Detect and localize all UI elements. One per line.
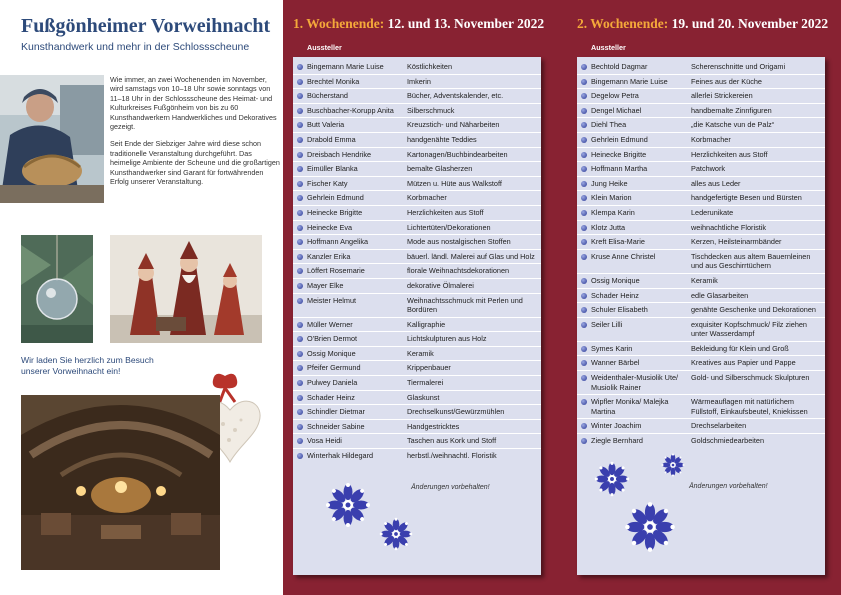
bullet-icon [297,181,303,187]
exhibitor-row [293,278,541,293]
intro-paragraph-2: Seit Ende der Siebziger Jahre wird diese schon traditionelle Veranstaltung durchgeführt. Das heimelige Ambiente der Scheune und die großartigen Kunsthandwerker sind Garant für fortwährenden Erfolg unserer Veranstaltung. [110,139,280,187]
bullet-icon [297,336,303,342]
exhibitor-description: herbstl./weihnachtl. Floristik [407,451,497,461]
exhibitor-description: Glaskunst [407,392,440,402]
exhibitor-description: Patchwork [691,164,726,174]
exhibitor-description: Kreuzstich- und Näharbeiten [407,120,500,130]
exhibitor-name: Gehrlein Edmund [307,193,364,203]
exhibitor-row [293,132,541,147]
invitation-line-2: unserer Vorweihnacht ein! [21,366,121,376]
exhibitor-description: Köstlichkeiten [407,62,453,71]
bullet-icon [297,322,303,328]
exhibitor-name: Brechtel Monika [307,76,360,86]
weekend1-header: Aussteller [307,43,342,52]
exhibitor-description: Drechselkunst/Gewürzmühlen [407,407,505,417]
bullet-icon [297,409,303,415]
bullet-icon [581,210,587,216]
exhibitor-row [577,88,825,103]
exhibitor-name: Ossig Monique [591,275,640,285]
photo-ornament [21,235,93,343]
exhibitor-description: Korbmacher [407,193,447,203]
exhibitor-description: bemalte Glasherzen [407,164,473,174]
bullet-icon [581,181,587,187]
bullet-icon [297,210,303,216]
bullet-icon [297,239,303,245]
bullet-icon [297,395,303,401]
weekend1-dates: 12. und 13. November 2022 [387,16,545,31]
exhibitor-name: Degelow Petra [591,91,639,101]
bullet-icon [297,438,303,444]
exhibitor-description: florale Weihnachtsdekorationen [407,266,510,276]
exhibitor-name: Kruse Anne Christel [591,251,656,261]
exhibitor-name: Jung Heike [591,178,628,188]
exhibitor-name: Heinecke Eva [307,222,353,232]
exhibitor-row [293,88,541,103]
invitation-text [21,355,154,377]
exhibitor-row [293,433,541,448]
bullet-icon [297,152,303,158]
exhibitor-name: Fischer Katy [307,178,348,188]
bullet-icon [581,195,587,201]
exhibitor-description: Weihnachtsschmuck mit Perlen und Bordüren [407,295,523,315]
exhibitor-description: Silberschmuck [407,105,455,115]
exhibitor-row [293,190,541,205]
exhibitor-name: Heinecke Brigitte [591,149,647,159]
exhibitor-name: Dengel Michael [591,105,642,115]
exhibitor-description: Kartonagen/Buchbindearbeiten [407,149,508,159]
bullet-icon [297,93,303,99]
bullet-icon [581,239,587,245]
exhibitor-description: Lichtertüten/Dekorationen [407,222,491,232]
weekend2-exhibitor-card [577,57,825,575]
exhibitor-description: Gold- und Silberschmuck Skulpturen [691,373,810,383]
exhibitor-description: Lichtskulpturen aus Holz [407,334,487,344]
bullet-icon [581,64,587,70]
page-title: Fußgönheimer Vorweihnacht [21,15,271,37]
exhibitor-description: alles aus Leder [691,178,741,188]
exhibitor-name: Müller Werner [307,319,353,329]
exhibitor-name: Gehrlein Edmund [591,134,648,144]
bullet-icon [297,453,303,459]
exhibitor-description: Drechselarbeiten [691,421,747,431]
bullet-icon [581,293,587,299]
exhibitor-description: handgenähte Teddies [407,134,477,144]
exhibitor-name: Pfeifer Germund [307,363,361,373]
exhibitor-row [293,375,541,390]
exhibitor-row [293,147,541,162]
bullet-icon [581,307,587,313]
exhibitor-row [293,205,541,220]
weekend1-exhibitor-list [293,60,541,463]
exhibitor-name: Pulwey Daniela [307,378,358,388]
exhibitor-description: handbemalte Zinnfiguren [691,105,772,115]
weekend2-exhibitor-list [577,60,825,448]
exhibitor-name: Meister Helmut [307,295,357,305]
exhibitor-description: Herzlichkeiten aus Stoff [407,207,484,217]
bullet-icon [581,152,587,158]
exhibitor-row [577,370,825,394]
bullet-icon [581,108,587,114]
bullet-icon [581,254,587,260]
exhibitor-description: edle Glasarbeiten [691,290,749,300]
exhibitor-name: Dreisbach Hendrike [307,149,372,159]
exhibitor-description: Keramik [691,275,718,285]
exhibitor-name: Heinecke Brigitte [307,207,363,217]
exhibitor-row [293,263,541,278]
bullet-icon [581,438,587,444]
bullet-icon [581,423,587,429]
exhibitor-row [577,302,825,317]
exhibitor-description: Kalligraphie [407,319,446,329]
exhibitor-name: Wipfler Monika/ Malejka Martina [591,397,669,416]
exhibitor-row [577,190,825,205]
bullet-icon [581,122,587,128]
bullet-icon [581,79,587,85]
exhibitor-row [577,234,825,249]
exhibitor-name: Butt Valeria [307,120,345,130]
snowflake-icon [624,501,676,553]
exhibitor-name: Hoffmann Angelika [307,237,369,247]
exhibitor-row [577,103,825,118]
exhibitor-row [577,132,825,147]
exhibitor-row [577,249,825,273]
exhibitor-name: Winterhak Hildegard [307,451,374,461]
exhibitor-description: exquisiter Kopfschmuck/ Filz ziehen unter Wasserdampf [691,319,807,339]
exhibitor-name: Ossig Monique [307,348,356,358]
bullet-icon [297,351,303,357]
exhibitor-name: Mayer Elke [307,280,344,290]
exhibitor-name: Kanzler Erika [307,251,351,261]
exhibitor-name: O'Brien Dermot [307,334,358,344]
exhibitor-row [577,341,825,356]
exhibitor-row [293,317,541,332]
bullet-icon [297,380,303,386]
bullet-icon [581,278,587,284]
bullet-icon [297,64,303,70]
exhibitor-description: Taschen aus Kork und Stoff [407,436,497,446]
exhibitor-name: Klempa Karin [591,207,635,217]
exhibitor-description: weihnachtliche Floristik [691,222,767,232]
bullet-icon [297,166,303,172]
exhibitor-row [293,74,541,89]
exhibitor-name: Löffert Rosemarie [307,266,365,276]
exhibitor-row [293,234,541,249]
exhibitor-description: handgefertigte Besen und Bürsten [691,193,802,203]
exhibitor-row [293,117,541,132]
exhibitor-description: genähte Geschenke und Dekorationen [691,305,816,315]
bullet-icon [297,268,303,274]
bullet-icon [297,365,303,371]
exhibitor-row [293,293,541,317]
exhibitor-description: Tiermalerei [407,378,444,388]
exhibitor-row [293,331,541,346]
exhibitor-name: Ziegle Bernhard [591,436,643,446]
exhibitor-description: Goldschmiedearbeiten [691,436,765,446]
snowflake-icon [379,517,413,551]
exhibitor-description: Korbmacher [691,134,731,144]
exhibitor-name: Symes Karin [591,343,633,353]
exhibitor-row [577,288,825,303]
exhibitor-description: Krippenbauer [407,363,451,373]
bullet-icon [297,283,303,289]
exhibitor-row [293,448,541,463]
snowflake-icon [594,461,630,497]
exhibitor-name: Schindler Dietmar [307,407,365,417]
weekend2-header: Aussteller [591,43,626,52]
bullet-icon [297,108,303,114]
bullet-icon [581,137,587,143]
exhibitor-description: „die Katsche vun de Palz“ [691,120,775,130]
exhibitor-row [577,355,825,370]
weekend1-title [293,16,544,32]
exhibitor-name: Schneider Sabine [307,421,365,431]
exhibitor-description: Keramik [407,348,434,358]
page-subtitle: Kunsthandwerk und mehr in der Schlossscheune [21,41,250,53]
exhibitor-description: Feines aus der Küche [691,76,762,86]
exhibitor-row [577,147,825,162]
exhibitor-row [577,74,825,89]
weekend1-label: 1. Wochenende: [293,16,385,31]
exhibitor-row [293,60,541,74]
exhibitor-description: Mützen u. Hüte aus Walkstoff [407,178,502,188]
exhibitor-row [577,273,825,288]
bullet-icon [297,298,303,304]
exhibitor-name: Hoffmann Martha [591,164,648,174]
bullet-icon [581,166,587,172]
exhibitor-row [293,390,541,405]
photo-santa-figures [110,235,262,343]
exhibitor-name: Schader Heinz [591,290,639,300]
bullet-icon [297,225,303,231]
right-panel [283,0,841,595]
exhibitor-name: Bechtold Dagmar [591,62,648,71]
left-panel [0,0,283,595]
exhibitor-row [293,404,541,419]
bullet-icon [581,322,587,328]
exhibitor-row [293,103,541,118]
exhibitor-description: Tischdecken aus altem Bauernleinen und aus Geschirrtüchern [691,251,811,271]
exhibitor-name: Weidenthaler-Musiolik Ute/ Musiolik Rainer [591,373,679,392]
exhibitor-name: Vosa Heidi [307,436,342,446]
exhibitor-name: Klein Marion [591,193,632,203]
exhibitor-row [293,220,541,235]
exhibitor-name: Schuler Elisabeth [591,305,648,315]
exhibitor-row [577,317,825,341]
exhibitor-name: Diehl Thea [591,120,627,130]
exhibitor-row [293,419,541,434]
bullet-icon [581,346,587,352]
intro-paragraph-1: Wie immer, an zwei Wochenenden im November, wird samstags von 10–18 Uhr sowie sonntags von 11–18 Uhr in der Schlossscheune des Heimat- und Kulturkreises Fußgönheim von bis zu 60 Kunsthandwerkern Handwerkliches und Dekoratives gezeigt. [110,75,277,132]
bullet-icon [581,93,587,99]
exhibitor-row [577,220,825,235]
exhibitor-row [577,205,825,220]
exhibitor-row [577,117,825,132]
intro-text [110,75,282,194]
bullet-icon [297,122,303,128]
bullet-icon [297,79,303,85]
weekend2-title [577,16,828,32]
exhibitor-name: Klotz Jutta [591,222,626,232]
exhibitor-row [293,161,541,176]
weekend2-note: Änderungen vorbehalten! [689,483,768,490]
exhibitor-description: Lederunikate [691,207,734,217]
bullet-icon [297,137,303,143]
exhibitor-row [577,60,825,74]
exhibitor-description: Kreatives aus Papier und Pappe [691,358,796,368]
exhibitor-row [293,346,541,361]
snowflake-icon [325,482,371,528]
exhibitor-row [577,394,825,418]
exhibitor-description: Imkerin [407,76,431,86]
exhibitor-description: Mode aus nostalgischen Stoffen [407,237,511,247]
exhibitor-description: Kerzen, Heilsteinarmbänder [691,237,782,247]
exhibitor-description: dekorative Ölmalerei [407,280,474,290]
exhibitor-name: Schader Heinz [307,392,355,402]
exhibitor-description: Scherenschnitte und Origami [691,62,786,71]
bullet-icon [581,399,587,405]
exhibitor-name: Wanner Bärbel [591,358,640,368]
exhibitor-row [293,249,541,264]
exhibitor-name: Bingemann Marie Luise [307,62,384,71]
photo-basket-maker [0,75,104,203]
exhibitor-row [577,433,825,448]
exhibitor-name: Bücherstand [307,91,348,101]
snowflake-icon [661,453,685,477]
exhibitor-row [577,176,825,191]
exhibitor-name: Eimüller Blanka [307,164,358,174]
bullet-icon [581,375,587,381]
exhibitor-row [293,360,541,375]
exhibitor-name: Winter Joachim [591,421,642,431]
bullet-icon [581,225,587,231]
exhibitor-row [577,161,825,176]
exhibitor-name: Buschbacher-Korupp Anita [307,105,394,115]
exhibitor-row [577,418,825,433]
exhibitor-name: Bingemann Marie Luise [591,76,668,86]
photo-barn-interior [21,395,220,570]
exhibitor-name: Seiler Lilli [591,319,623,329]
exhibitor-description: Herzlichkeiten aus Stoff [691,149,768,159]
exhibitor-description: Handgestricktes [407,421,460,431]
exhibitor-description: Wärmeauflagen mit natürlichem Füllstoff, Einkaufsbeutel, Kniekissen [691,397,808,416]
bullet-icon [581,360,587,366]
weekend1-note: Änderungen vorbehalten! [411,484,490,491]
bullet-icon [297,195,303,201]
bullet-icon [297,424,303,430]
exhibitor-description: bäuerl. ländl. Malerei auf Glas und Holz [407,251,535,261]
weekend2-label: 2. Wochenende: [577,16,669,31]
exhibitor-name: Kreft Elisa-Marie [591,237,645,247]
weekend1-exhibitor-card [293,57,541,575]
weekend2-dates: 19. und 20. November 2022 [671,16,829,31]
bullet-icon [297,254,303,260]
exhibitor-name: Drabold Emma [307,134,356,144]
invitation-line-1: Wir laden Sie herzlich zum Besuch [21,355,154,365]
exhibitor-description: Bücher, Adventskalender, etc. [407,91,504,101]
exhibitor-description: allerlei Strickereien [691,91,753,101]
exhibitor-description: Bekleidung für Klein und Groß [691,343,789,353]
exhibitor-row [293,176,541,191]
